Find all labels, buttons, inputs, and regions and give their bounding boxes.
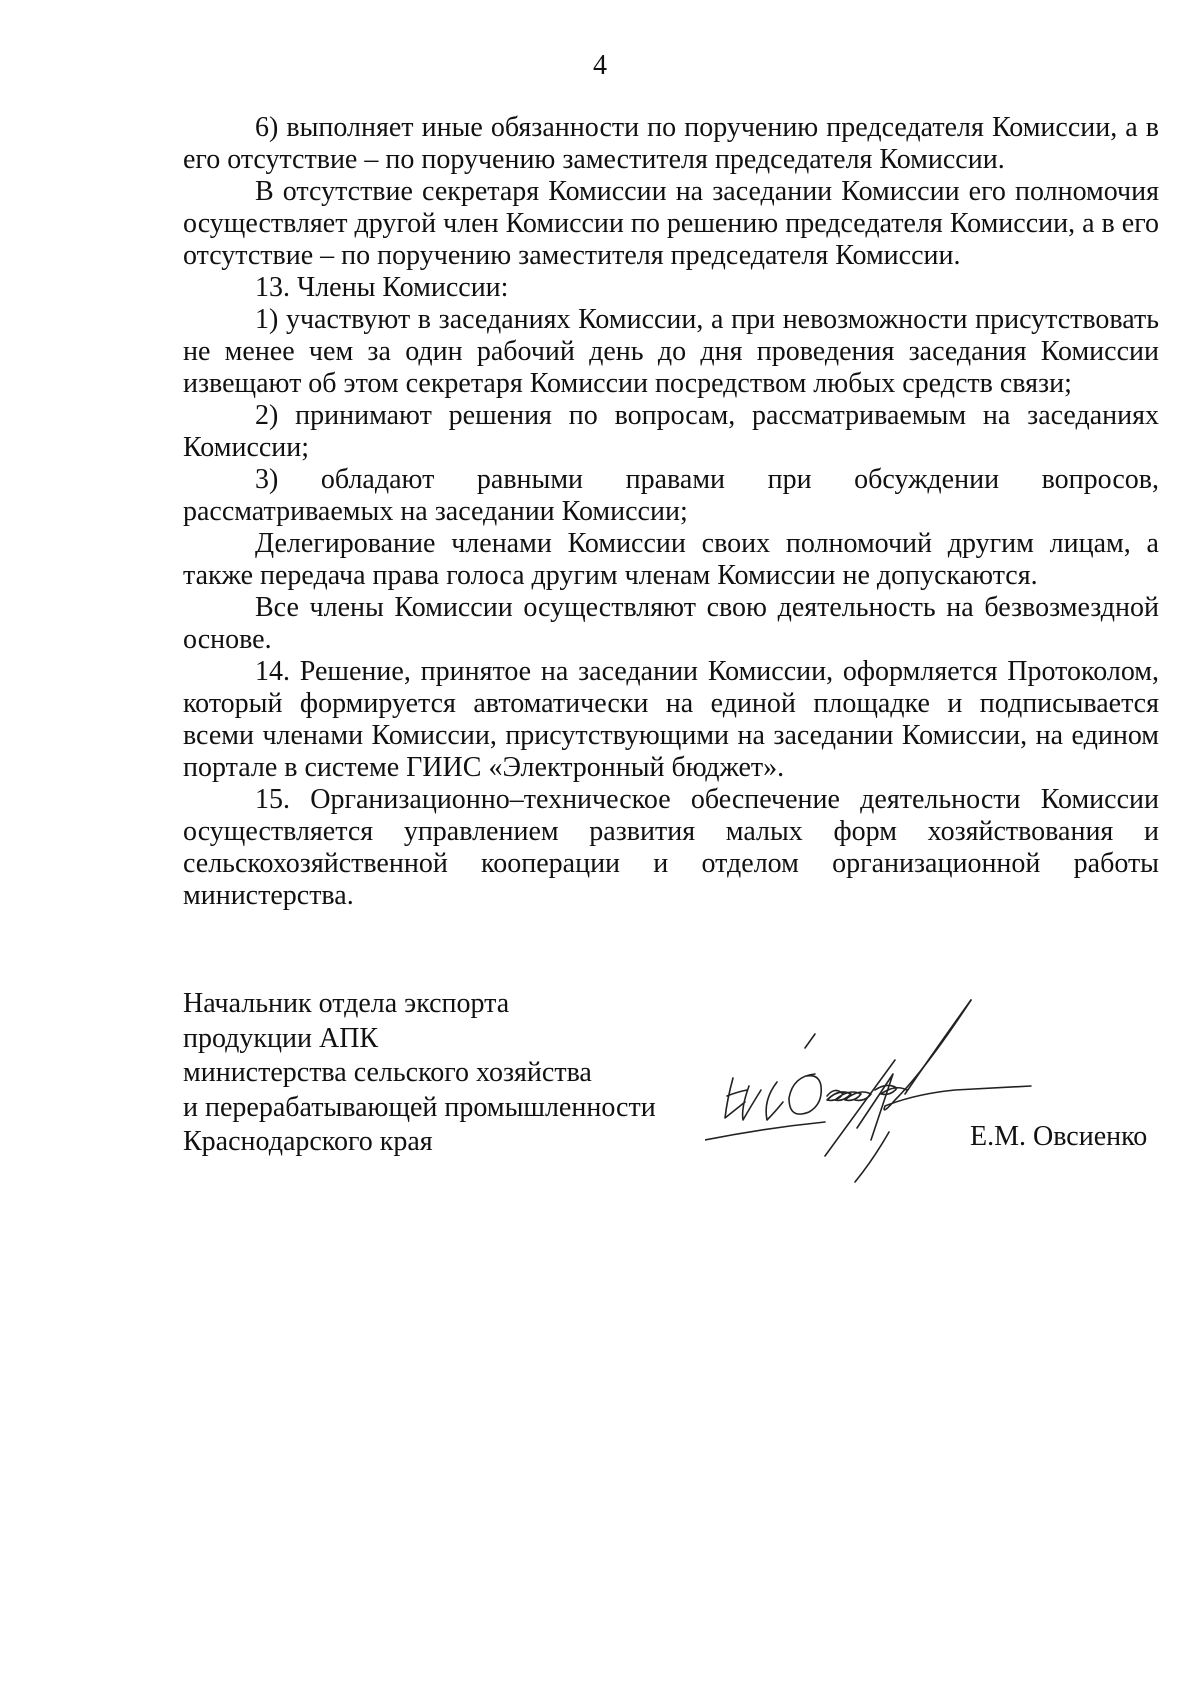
paragraph-member-duty-2: 2) принимают решения по вопросам, рассматриваемым на заседаниях Комиссии; xyxy=(183,400,1159,463)
paragraph-section-13-heading: 13. Члены Комисcии: xyxy=(255,272,509,303)
position-line: министерства сельского хозяйства xyxy=(183,1057,592,1088)
paragraph-section-14: 14. Решение, принятое на заседании Комиссии, оформляется Протоколом, который формируется автоматически на единой площадке и подписывается всеми членами Комиссии, присутствующими на заседании Комиссии, на едином портале в системе ГИИС «Электронный бюджет». xyxy=(183,656,1159,783)
position-line: Краснодарского края xyxy=(183,1126,433,1157)
paragraph-delegation: Делегирование членами Комиссии своих полномочий другим лицам, а также передача права голоса другим членам Комиссии не допускаются. xyxy=(183,528,1159,591)
signer-name: Е.М. Овсиенко xyxy=(970,1121,1148,1152)
paragraph-secretary-absence: В отсутствие секретаря Комиссии на заседании Комиссии его полномочия осуществляет другой член Комиссии по решению председателя Комиссии, а в его отсутствие – по поручению заместителя председателя Комиссии. xyxy=(183,176,1159,271)
position-line: и перерабатывающей промышленности xyxy=(183,1091,656,1123)
paragraph-duty-6: 6) выполняет иные обязанности по поручению председателя Комиссии, а в его отсутствие – по поручению заместителя председателя Комиссии. xyxy=(183,112,1159,175)
paragraph-unpaid-basis: Все члены Комиссии осуществляют свою деятельность на безвозмездной основе. xyxy=(183,592,1159,655)
signatory-position xyxy=(183,987,703,1160)
paragraph-section-15: 15. Организационно–техническое обеспечение деятельности Комиссии осуществляется управлением развития малых форм хозяйствования и сельскохозяйственной кооперации и отделом организационной работы министерства. xyxy=(183,784,1159,911)
position-line: продукции АПК xyxy=(183,1022,379,1054)
handwritten-signature xyxy=(705,990,1065,1220)
position-line: Начальник отдела экспорта xyxy=(183,988,510,1019)
document-body xyxy=(183,112,1159,912)
page-number: 4 xyxy=(593,50,607,81)
paragraph-member-duty-3: 3) обладают равными правами при обсуждении вопросов, рассматриваемых на заседании Комиссии; xyxy=(183,464,1159,527)
paragraph-member-duty-1: 1) участвуют в заседаниях Комиссии, а при невозможности присутствовать не менее чем за один рабочий день до дня проведения заседания Комиссии извещают об этом секретаря Комиссии посредством любых средств связи; xyxy=(183,304,1159,399)
